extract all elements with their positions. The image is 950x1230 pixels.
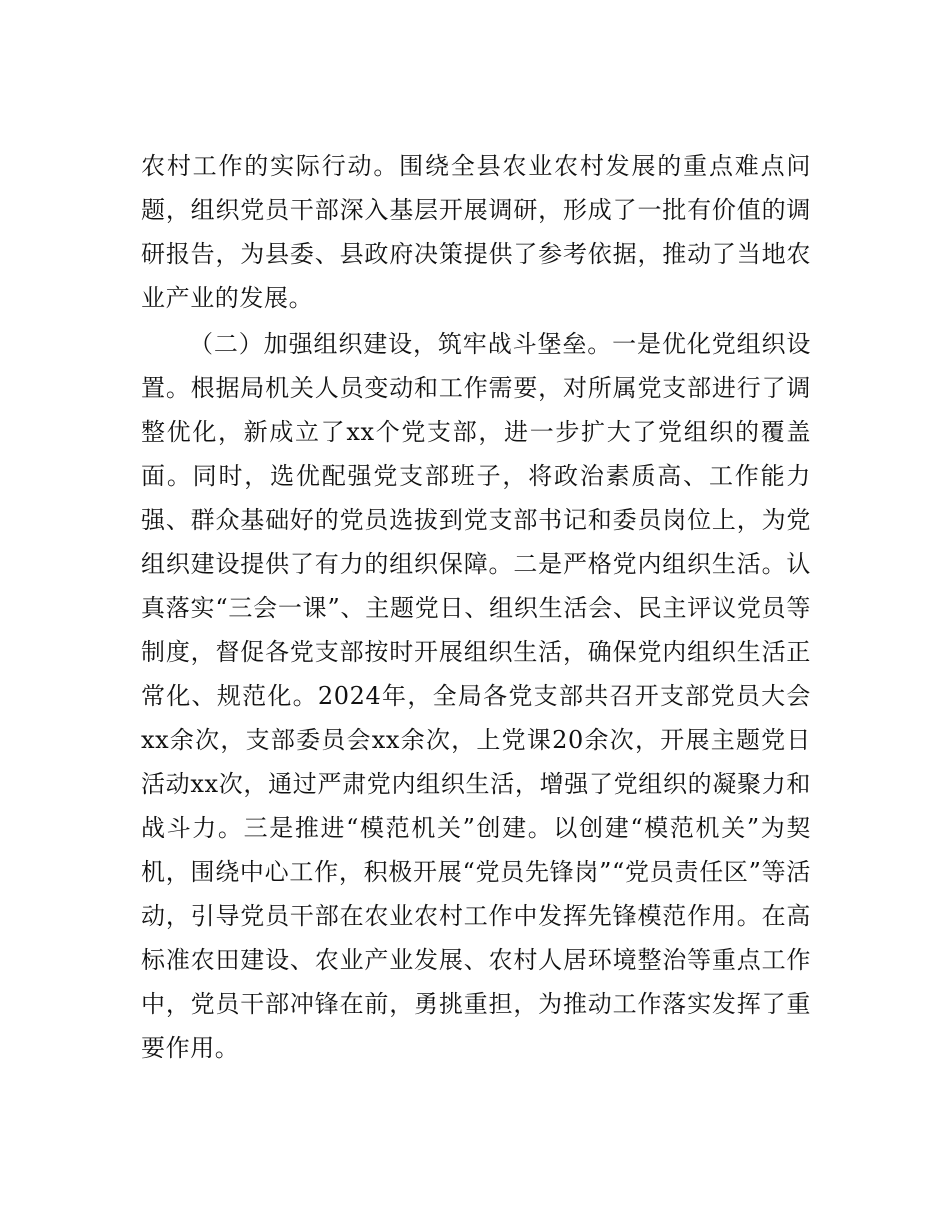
paragraph-organization-building: （二）加强组织建设，筑牢战斗堡垒。一是优化党组织设置。根据局机关人员变动和工作需要，对所属党支部进行了调整优化，新成立了xx个党支部，进一步扩大了党组织的覆盖面。同时，选优配强党支部班子，将政治素质高、工作能力强、群众基础好的党员选拔到党支部书记和委员岗位上，为党组织建设提供了有力的组织保障。二是严格党内组织生活。认真落实“三会一课”、主题党日、组织生活会、民主评议党员等制度，督促各党支部按时开展组织生活，确保党内组织生活正常化、规范化。2024年，全局各党支部共召开支部党员大会xx余次，支部委员会xx余次，上党课20余次，开展主题党日活动xx次，通过严肃党内组织生活，增强了党组织的凝聚力和战斗力。三是推进“模范机关”创建。以创建“模范机关”为契机，围绕中心工作，积极开展“党员先锋岗”“党员责任区”等活动，引导党员干部在农业农村工作中发挥先锋模范作用。在高标准农田建设、农业产业发展、农村人居环境整治等重点工作中，党员干部冲锋在前，勇挑重担，为推动工作落实发挥了重要作用。 xyxy=(141,330,811,1062)
paragraph-continuation: 农村工作的实际行动。围绕全县农业农村发展的重点难点问题，组织党员干部深入基层开展调研，形成了一批有价值的调研报告，为县委、县政府决策提供了参考依据，推动了当地农业产业的发展。 xyxy=(141,152,811,312)
